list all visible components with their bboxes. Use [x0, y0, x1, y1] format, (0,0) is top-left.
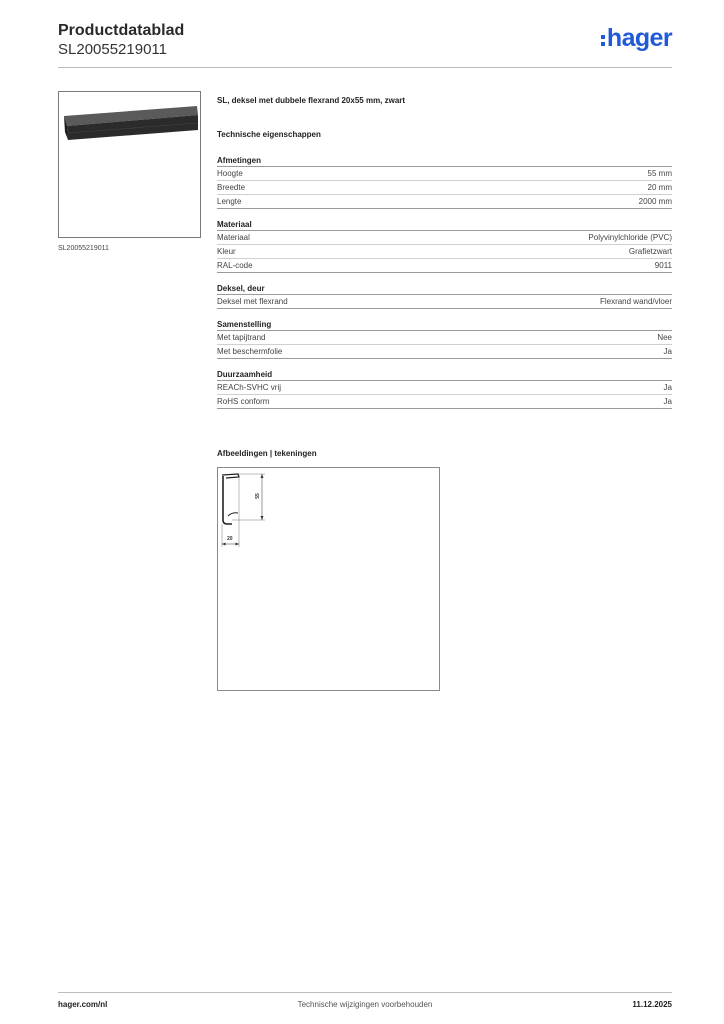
spec-row	[217, 231, 672, 245]
spec-row	[217, 331, 672, 345]
spec-row	[217, 245, 672, 259]
spec-label: Met beschermfolie	[217, 347, 283, 356]
hager-logo[interactable]	[601, 26, 672, 51]
spec-column	[217, 96, 672, 419]
spec-row	[217, 181, 672, 195]
spec-label: RAL-code	[217, 261, 253, 270]
spec-label: Hoogte	[217, 169, 243, 178]
logo-text: hager	[606, 24, 672, 52]
page-footer	[58, 992, 672, 1012]
technical-drawing	[217, 467, 440, 691]
spec-value: Grafietzwart	[628, 247, 672, 256]
spec-label: REACh-SVHC vrij	[217, 383, 282, 392]
spec-value: 20 mm	[647, 183, 672, 192]
spec-group-sustainability	[217, 369, 672, 409]
product-cover-image	[59, 92, 202, 239]
spec-label: Met tapijtrand	[217, 333, 266, 342]
images-heading: Afbeeldingen | tekeningen	[217, 449, 317, 458]
dimension-height-label: 55	[254, 493, 261, 499]
spec-value: 2000 mm	[638, 197, 672, 206]
spec-group-material	[217, 219, 672, 273]
spec-group-composition	[217, 319, 672, 359]
spec-label: Materiaal	[217, 233, 250, 242]
spec-value: Ja	[663, 347, 672, 356]
spec-value: Flexrand wand/vloer	[599, 297, 672, 306]
spec-row	[217, 295, 672, 309]
dimension-width-label: 20	[227, 536, 233, 542]
spec-value: 55 mm	[647, 169, 672, 178]
group-title: Afmetingen	[217, 155, 672, 167]
spec-row	[217, 259, 672, 273]
spec-group-dimensions	[217, 155, 672, 209]
group-title: Materiaal	[217, 219, 672, 231]
spec-value: Ja	[663, 397, 672, 406]
spec-group-cover	[217, 283, 672, 309]
product-code: SL20055219011	[58, 41, 167, 58]
spec-row	[217, 195, 672, 209]
spec-label: Deksel met flexrand	[217, 297, 288, 306]
spec-value: 9011	[654, 261, 672, 270]
footer-website-link[interactable]: hager.com/nl	[58, 1000, 108, 1009]
spec-value: Nee	[657, 333, 672, 342]
thumbnail-caption: SL20055219011	[58, 245, 109, 252]
spec-label: Breedte	[217, 183, 246, 192]
spec-label: Lengte	[217, 197, 242, 206]
spec-row	[217, 167, 672, 181]
spec-row	[217, 381, 672, 395]
group-title: Deksel, deur	[217, 283, 672, 295]
spec-row	[217, 395, 672, 409]
product-title: SL, deksel met dubbele flexrand 20x55 mm, zwart	[217, 96, 406, 105]
spec-value: Ja	[663, 383, 672, 392]
group-title: Samenstelling	[217, 319, 672, 331]
footer-disclaimer: Technische wijzigingen voorbehouden	[297, 1000, 433, 1009]
spec-label: RoHS conform	[217, 397, 270, 406]
page-title: Productdatablad	[58, 22, 185, 39]
spec-row	[217, 345, 672, 359]
group-title: Duurzaamheid	[217, 369, 672, 381]
section-heading: Technische eigenschappen	[217, 130, 321, 139]
page-header	[58, 20, 672, 68]
spec-value: Polyvinylchloride (PVC)	[588, 233, 672, 242]
logo-dots-icon	[601, 35, 605, 46]
footer-date: 11.12.2025	[632, 1000, 672, 1009]
profile-drawing-icon	[218, 468, 441, 692]
spec-label: Kleur	[217, 247, 236, 256]
product-thumbnail	[58, 91, 201, 238]
